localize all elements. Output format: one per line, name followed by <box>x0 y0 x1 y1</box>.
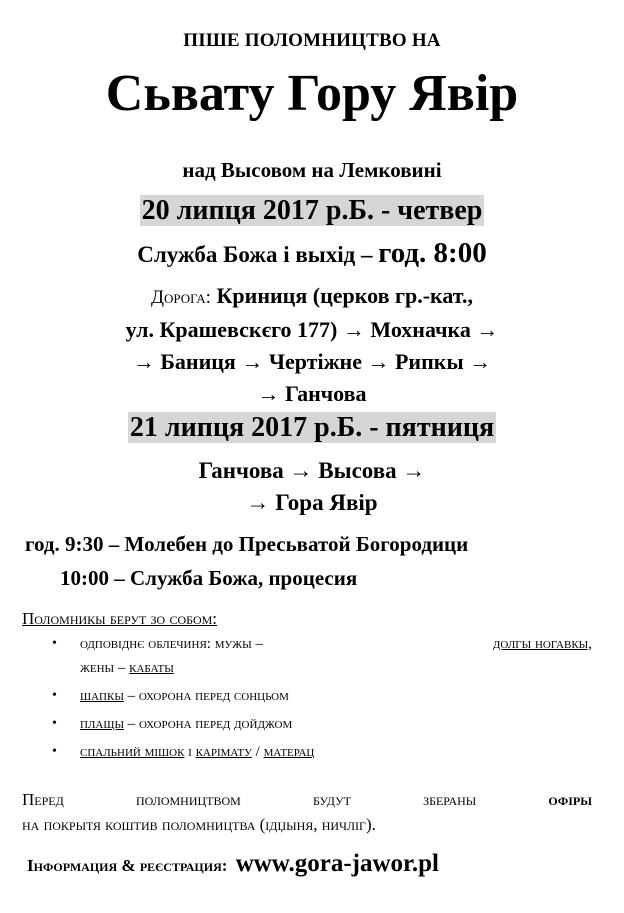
raincoats: плащы <box>80 716 125 732</box>
slash: / <box>255 744 260 760</box>
hats-purpose: – охорона перед сонцьом <box>127 688 289 704</box>
fee-offerings: офіры <box>548 790 592 809</box>
page-title: Сьвату Гору Явір <box>105 65 519 122</box>
day1-date-row <box>0 195 624 227</box>
day1-route <box>0 280 624 410</box>
clothing-text: • одповіднє облечиня: мужы – <box>80 636 263 652</box>
list-item <box>52 632 592 680</box>
day1-date: 20 липця 2017 р.Б. - четвер <box>141 195 483 226</box>
long-trousers: долгы ногавкы, <box>492 636 592 652</box>
karimat: карімату <box>195 744 252 760</box>
fee-line2: на покрытя коштив поломництва (ідџыня, ничліг). <box>22 815 376 834</box>
route-line: → Ганчова <box>257 381 367 406</box>
day1-service-text: Служба Божа і выхід – <box>137 242 373 267</box>
bring-list <box>52 632 592 768</box>
bring-list-title: Поломникы берут зо собом: <box>22 609 218 628</box>
day1-service-time: год. 8:00 <box>378 237 487 269</box>
list-item <box>52 740 592 764</box>
day2-event-moleben: год. 9:30 – Молебен до Пресьватой Богородици <box>25 532 469 556</box>
route-line: → Баниця → Чертіжне → Рипкы → <box>132 349 492 374</box>
and-word: і <box>188 744 192 760</box>
fee-word: збераны <box>423 790 477 809</box>
route-line: Ганчова → Высова → <box>198 458 426 483</box>
day2-event-service: 10:00 – Служба Божа, процесия <box>60 566 358 590</box>
fee-word: Перед <box>22 790 64 809</box>
route-line: Криниця (церков гр.-кат., <box>216 283 473 308</box>
hats: шапкы <box>80 688 124 704</box>
list-item <box>52 684 592 708</box>
list-item <box>52 712 592 736</box>
day2-route <box>0 455 624 519</box>
route-line: → Гора Явір <box>246 490 378 515</box>
day1-service <box>0 237 624 270</box>
info-registration <box>27 850 439 878</box>
website-link[interactable]: www.gora-jawor.pl <box>235 850 439 877</box>
page-subtitle: над Высовом на Лемковині <box>182 158 442 182</box>
skirts: кабаты <box>129 660 174 676</box>
fee-word: будут <box>313 790 351 809</box>
donation-note <box>22 787 592 837</box>
raincoats-purpose: – охорона перед дойджом <box>127 716 293 732</box>
fee-word: поломництвом <box>135 790 241 809</box>
women-text: жены – <box>80 660 126 676</box>
day2-date: 21 липця 2017 р.Б. - пятниця <box>129 412 495 443</box>
route-label: Дорога: <box>151 287 211 308</box>
day2-date-row <box>0 412 624 444</box>
header-line: ПІШЕ ПОЛОМНИЦТВО НА <box>183 30 441 51</box>
route-line: ул. Крашевскєго 177) → Мохначка → <box>125 317 499 342</box>
info-label: Інформация & реєстрация: <box>27 856 228 875</box>
mattress: матерац <box>263 744 315 760</box>
sleeping-bag: спальний мішок <box>80 744 185 760</box>
